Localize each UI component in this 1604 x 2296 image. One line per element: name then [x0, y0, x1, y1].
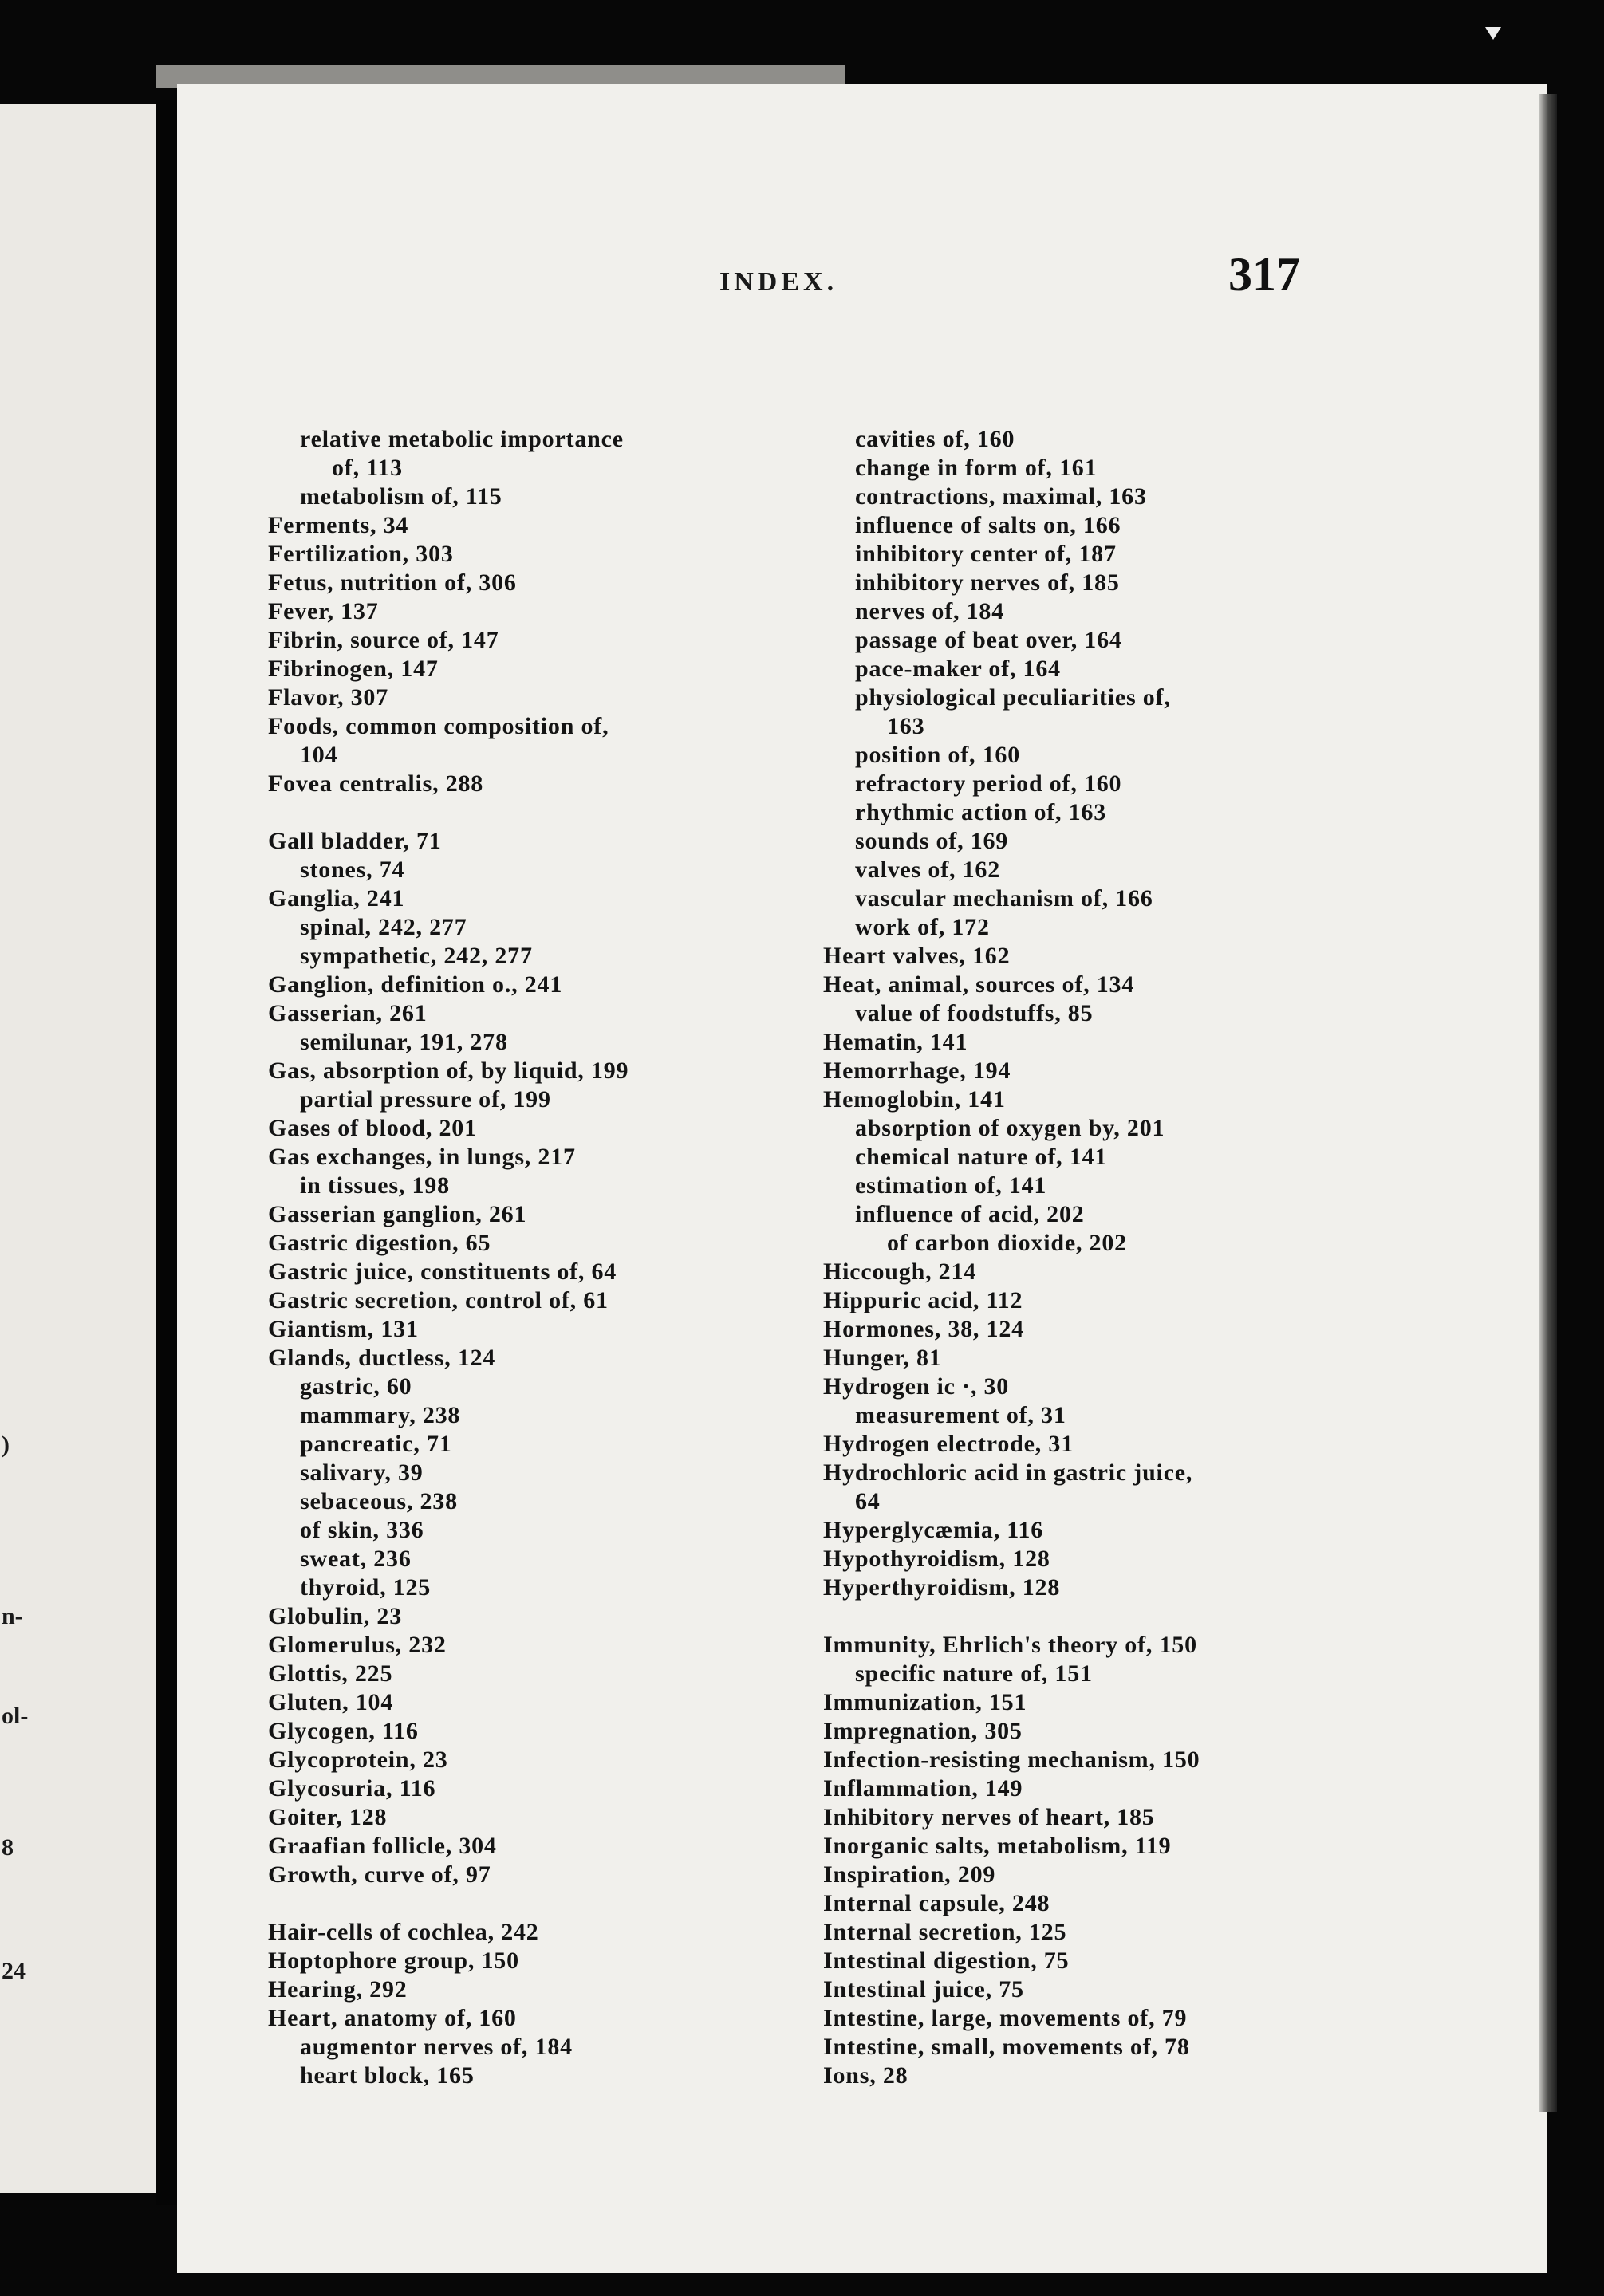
index-entry: Impregnation, 305	[823, 1718, 1023, 1744]
facing-page-fragment: 24	[2, 1958, 26, 1984]
index-entry: Hormones, 38, 124	[823, 1316, 1024, 1342]
index-entry: salivary, 39	[300, 1459, 424, 1486]
index-entry: Hemorrhage, 194	[823, 1057, 1011, 1084]
index-entry: gastric, 60	[300, 1373, 412, 1400]
index-entry: refractory period of, 160	[855, 770, 1122, 797]
index-entry: mammary, 238	[300, 1402, 461, 1428]
index-entry: chemical nature of, 141	[855, 1144, 1108, 1170]
page-edge-shadow	[1539, 94, 1557, 2112]
index-entry: Intestine, large, movements of, 79	[823, 2005, 1188, 2031]
index-entry: Glycogen, 116	[268, 1718, 419, 1744]
index-entry: Ganglion, definition o., 241	[268, 971, 563, 998]
index-entry: Fever, 137	[268, 598, 379, 624]
index-entry: rhythmic action of, 163	[855, 799, 1107, 825]
index-entry: pace-maker of, 164	[855, 656, 1061, 682]
index-entry: Hydrogen ic ·, 30	[823, 1373, 1010, 1400]
facing-page-fragment: )	[2, 1432, 10, 1458]
index-entry: Gastric digestion, 65	[268, 1230, 491, 1256]
index-entry: physiological peculiarities of,	[855, 684, 1171, 711]
index-entry: Growth, curve of, 97	[268, 1861, 491, 1888]
index-entry: Goiter, 128	[268, 1804, 388, 1830]
page-number: 317	[1228, 248, 1300, 301]
index-entry: of, 113	[332, 455, 403, 481]
index-entry: Hyperthyroidism, 128	[823, 1574, 1061, 1601]
section-gap	[268, 1889, 629, 1918]
index-entry: of skin, 336	[300, 1517, 424, 1543]
index-entry: Ganglia, 241	[268, 885, 405, 912]
index-entry: Hippuric acid, 112	[823, 1287, 1023, 1313]
index-entry: Hydrogen electrode, 31	[823, 1431, 1074, 1457]
index-entry: in tissues, 198	[300, 1172, 450, 1199]
index-entry: thyroid, 125	[300, 1574, 432, 1601]
index-entry: Glands, ductless, 124	[268, 1345, 496, 1371]
index-entry: Ions, 28	[823, 2062, 908, 2089]
index-entry: work of, 172	[855, 914, 990, 940]
index-entry: Inorganic salts, metabolism, 119	[823, 1833, 1172, 1859]
index-entry: Gasserian ganglion, 261	[268, 1201, 527, 1227]
index-entry: Glomerulus, 232	[268, 1632, 447, 1658]
index-entry: Hair-cells of cochlea, 242	[268, 1919, 539, 1945]
index-entry: Foods, common composition of,	[268, 713, 609, 739]
index-entry: cavities of, 160	[855, 426, 1015, 452]
index-entry: Gas, absorption of, by liquid, 199	[268, 1057, 629, 1084]
index-entry: Gall bladder, 71	[268, 828, 442, 854]
index-entry: Intestinal digestion, 75	[823, 1947, 1070, 1974]
index-entry: change in form of, 161	[855, 455, 1098, 481]
index-entry: Fetus, nutrition of, 306	[268, 569, 517, 596]
index-entry: Gastric juice, constituents of, 64	[268, 1258, 617, 1285]
index-entry: valves of, 162	[855, 857, 1001, 883]
index-entry: Immunization, 151	[823, 1689, 1027, 1715]
index-entry: Gluten, 104	[268, 1689, 394, 1715]
index-entry: Inhibitory nerves of heart, 185	[823, 1804, 1155, 1830]
index-entry: relative metabolic importance	[300, 426, 624, 452]
section-gap	[823, 1602, 1200, 1631]
index-entry: Inflammation, 149	[823, 1775, 1023, 1802]
index-entry: value of foodstuffs, 85	[855, 1000, 1094, 1026]
index-entry: Infection-resisting mechanism, 150	[823, 1747, 1200, 1773]
index-entry: metabolism of, 115	[300, 483, 502, 510]
index-entry: Fertilization, 303	[268, 541, 454, 567]
index-entry: Intestinal juice, 75	[823, 1976, 1024, 2003]
index-entry: Fovea centralis, 288	[268, 770, 484, 797]
index-entry: inhibitory nerves of, 185	[855, 569, 1120, 596]
index-entry: passage of beat over, 164	[855, 627, 1122, 653]
index-entry: 163	[887, 713, 925, 739]
index-column-right	[823, 425, 1200, 2090]
index-entry: Internal capsule, 248	[823, 1890, 1050, 1916]
index-entry: Hydrochloric acid in gastric juice,	[823, 1459, 1193, 1486]
index-entry: measurement of, 31	[855, 1402, 1066, 1428]
index-entry: Hiccough, 214	[823, 1258, 977, 1285]
index-entry: Heat, animal, sources of, 134	[823, 971, 1135, 998]
index-entry: Glottis, 225	[268, 1660, 393, 1687]
index-entry: Graafian follicle, 304	[268, 1833, 497, 1859]
index-entry: Flavor, 307	[268, 684, 389, 711]
index-entry: nerves of, 184	[855, 598, 1004, 624]
index-entry: stones, 74	[300, 857, 405, 883]
index-page	[177, 84, 1547, 2273]
index-entry: Hearing, 292	[268, 1976, 408, 2003]
index-entry: Hyperglycæmia, 116	[823, 1517, 1044, 1543]
index-entry: contractions, maximal, 163	[855, 483, 1147, 510]
index-entry: vascular mechanism of, 166	[855, 885, 1153, 912]
index-entry: absorption of oxygen by, 201	[855, 1115, 1165, 1141]
index-entry: Hematin, 141	[823, 1029, 968, 1055]
index-entry: Heart, anatomy of, 160	[268, 2005, 517, 2031]
index-entry: sebaceous, 238	[300, 1488, 458, 1514]
index-entry: partial pressure of, 199	[300, 1086, 551, 1113]
facing-page-fragment: n-	[2, 1603, 23, 1629]
index-entry: of carbon dioxide, 202	[887, 1230, 1127, 1256]
index-entry: semilunar, 191, 278	[300, 1029, 508, 1055]
index-entry: estimation of, 141	[855, 1172, 1047, 1199]
index-entry: Gas exchanges, in lungs, 217	[268, 1144, 576, 1170]
index-entry: 104	[300, 742, 338, 768]
index-entry: Fibrinogen, 147	[268, 656, 439, 682]
index-entry: Fibrin, source of, 147	[268, 627, 499, 653]
facing-page-fragment: 8	[2, 1834, 14, 1861]
index-entry: Glycosuria, 116	[268, 1775, 436, 1802]
facing-page-edge	[0, 104, 156, 2193]
index-entry: Ferments, 34	[268, 512, 409, 538]
facing-page-fragment: ol-	[2, 1703, 29, 1729]
index-entry: sounds of, 169	[855, 828, 1009, 854]
index-entry: pancreatic, 71	[300, 1431, 452, 1457]
scan-corner-mark	[1485, 27, 1501, 40]
index-entry: sweat, 236	[300, 1546, 412, 1572]
index-entry: augmentor nerves of, 184	[300, 2034, 573, 2060]
index-entry: Hypothyroidism, 128	[823, 1546, 1050, 1572]
index-entry: Heart valves, 162	[823, 943, 1011, 969]
index-entry: influence of salts on, 166	[855, 512, 1121, 538]
index-entry: Giantism, 131	[268, 1316, 419, 1342]
index-entry: sympathetic, 242, 277	[300, 943, 533, 969]
index-entry: specific nature of, 151	[855, 1660, 1093, 1687]
book-gutter	[156, 100, 179, 2205]
index-entry: 64	[855, 1488, 881, 1514]
index-entry: inhibitory center of, 187	[855, 541, 1117, 567]
running-head: INDEX.	[719, 267, 838, 297]
index-entry: heart block, 165	[300, 2062, 475, 2089]
index-entry: Gastric secretion, control of, 61	[268, 1287, 609, 1313]
facing-page-fragments	[0, 104, 48, 2193]
index-entry: Gasserian, 261	[268, 1000, 428, 1026]
section-gap	[268, 798, 629, 827]
index-column-left	[268, 425, 629, 2090]
index-entry: Internal secretion, 125	[823, 1919, 1067, 1945]
index-entry: position of, 160	[855, 742, 1020, 768]
index-entry: Hemoglobin, 141	[823, 1086, 1006, 1113]
index-entry: Gases of blood, 201	[268, 1115, 477, 1141]
index-entry: spinal, 242, 277	[300, 914, 467, 940]
index-entry: Intestine, small, movements of, 78	[823, 2034, 1190, 2060]
index-entry: Hoptophore group, 150	[268, 1947, 519, 1974]
index-entry: influence of acid, 202	[855, 1201, 1085, 1227]
index-entry: Immunity, Ehrlich's theory of, 150	[823, 1632, 1197, 1658]
index-entry: Hunger, 81	[823, 1345, 942, 1371]
index-entry: Glycoprotein, 23	[268, 1747, 448, 1773]
index-entry: Inspiration, 209	[823, 1861, 996, 1888]
index-entry: Globulin, 23	[268, 1603, 402, 1629]
